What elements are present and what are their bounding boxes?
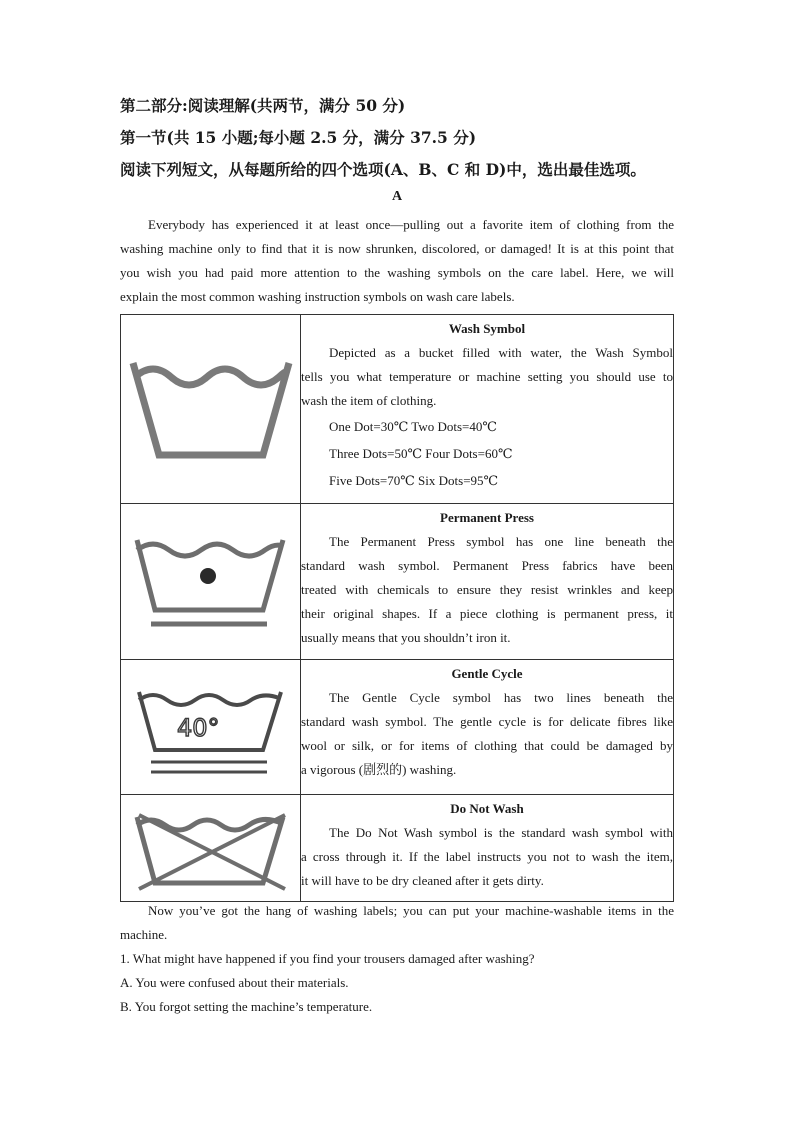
table-row xyxy=(121,795,674,902)
desc-line: their original shapes. If a piece clothing is permanent press, it xyxy=(301,606,673,621)
wash-tub-icon xyxy=(129,355,293,465)
question-stem: 1. What might have happened if you find your trousers damaged after washing? xyxy=(120,951,535,966)
desc-line: wash the item of clothing. xyxy=(301,393,437,408)
option-b[interactable]: B. You forgot setting the machine’s temperature. xyxy=(120,999,373,1014)
symbols-table xyxy=(120,314,674,902)
desc-cell xyxy=(301,795,674,902)
passage-label: A xyxy=(391,189,403,204)
temp-line: Three Dots=50℃ Four Dots=60℃ xyxy=(329,446,513,461)
symbol-title: Do Not Wash xyxy=(450,801,524,816)
temp-line: One Dot=30℃ Two Dots=40℃ xyxy=(329,419,497,434)
desc-line: treated with chemicals to ensure they resist wrinkles and keep xyxy=(301,582,673,597)
intro-line: washing machine only to find that it is now shrunken, discolored, or damaged! It is at this point that xyxy=(120,241,674,256)
desc-line: a vigorous (剧烈的) washing. xyxy=(301,762,457,777)
do-not-wash-icon xyxy=(131,811,291,893)
desc-cell xyxy=(301,504,674,660)
desc-line: it will have to be dry cleaned after it gets dirty. xyxy=(301,873,544,888)
symbol-title: Wash Symbol xyxy=(448,321,526,336)
desc-line: wool or silk, or for items of clothing that could be damaged by xyxy=(301,738,673,753)
desc-line: a cross through it. If the label instructs you not to wash the item, xyxy=(301,849,673,864)
gentle-cycle-temp-label: 40° xyxy=(177,714,220,742)
icon-cell xyxy=(121,504,301,660)
desc-cell xyxy=(301,315,674,504)
icon-cell xyxy=(121,315,301,504)
outro-line: Now you’ve got the hang of washing labels; you can put your machine-washable items in the xyxy=(148,903,674,918)
desc-line: The Gentle Cycle symbol has two lines beneath the xyxy=(329,690,673,705)
table-row xyxy=(121,504,674,660)
desc-line: standard wash symbol. The gentle cycle is for delicate fibres like xyxy=(301,714,673,729)
permanent-press-icon xyxy=(133,534,287,634)
temp-line: Five Dots=70℃ Six Dots=95℃ xyxy=(329,473,499,488)
desc-line: Depicted as a bucket filled with water, the Wash Symbol xyxy=(329,345,673,360)
desc-line: usually means that you shouldn’t iron it. xyxy=(301,630,511,645)
icon-cell xyxy=(121,660,301,795)
desc-line: The Do Not Wash symbol is the standard wash symbol with xyxy=(329,825,673,840)
intro-line: Everybody has experienced it at least once—pulling out a favorite item of clothing from the xyxy=(148,217,674,232)
icon-cell xyxy=(121,795,301,902)
option-a[interactable]: A. You were confused about their materials. xyxy=(120,975,349,990)
intro-line: explain the most common washing instruction symbols on wash care labels. xyxy=(120,289,515,304)
section-title: 第一节(共 15 小题;每小题 2.5 分，满分 37.5 分) xyxy=(120,128,477,147)
outro-paragraph xyxy=(120,899,674,947)
table-row xyxy=(121,660,674,795)
intro-paragraph xyxy=(120,213,674,309)
desc-line: standard wash symbol. Permanent Press fabrics have been xyxy=(301,558,673,573)
desc-cell xyxy=(301,660,674,795)
gentle-cycle-icon xyxy=(135,688,285,780)
part-title: 第二部分:阅读理解(共两节，满分 50 分) xyxy=(120,96,406,115)
instruction: 阅读下列短文，从每题所给的四个选项(A、B、C 和 D)中，选出最佳选项。 xyxy=(120,160,646,179)
symbol-title: Permanent Press xyxy=(440,510,534,525)
intro-line: you wish you had paid more attention to the washing symbols on the care label. Here, we will xyxy=(120,265,674,280)
desc-line: The Permanent Press symbol has one line beneath the xyxy=(329,534,673,549)
symbol-title: Gentle Cycle xyxy=(451,666,523,681)
desc-line: tells you what temperature or machine setting you should use to xyxy=(301,369,673,384)
table-row xyxy=(121,315,674,504)
outro-line: machine. xyxy=(120,927,168,942)
